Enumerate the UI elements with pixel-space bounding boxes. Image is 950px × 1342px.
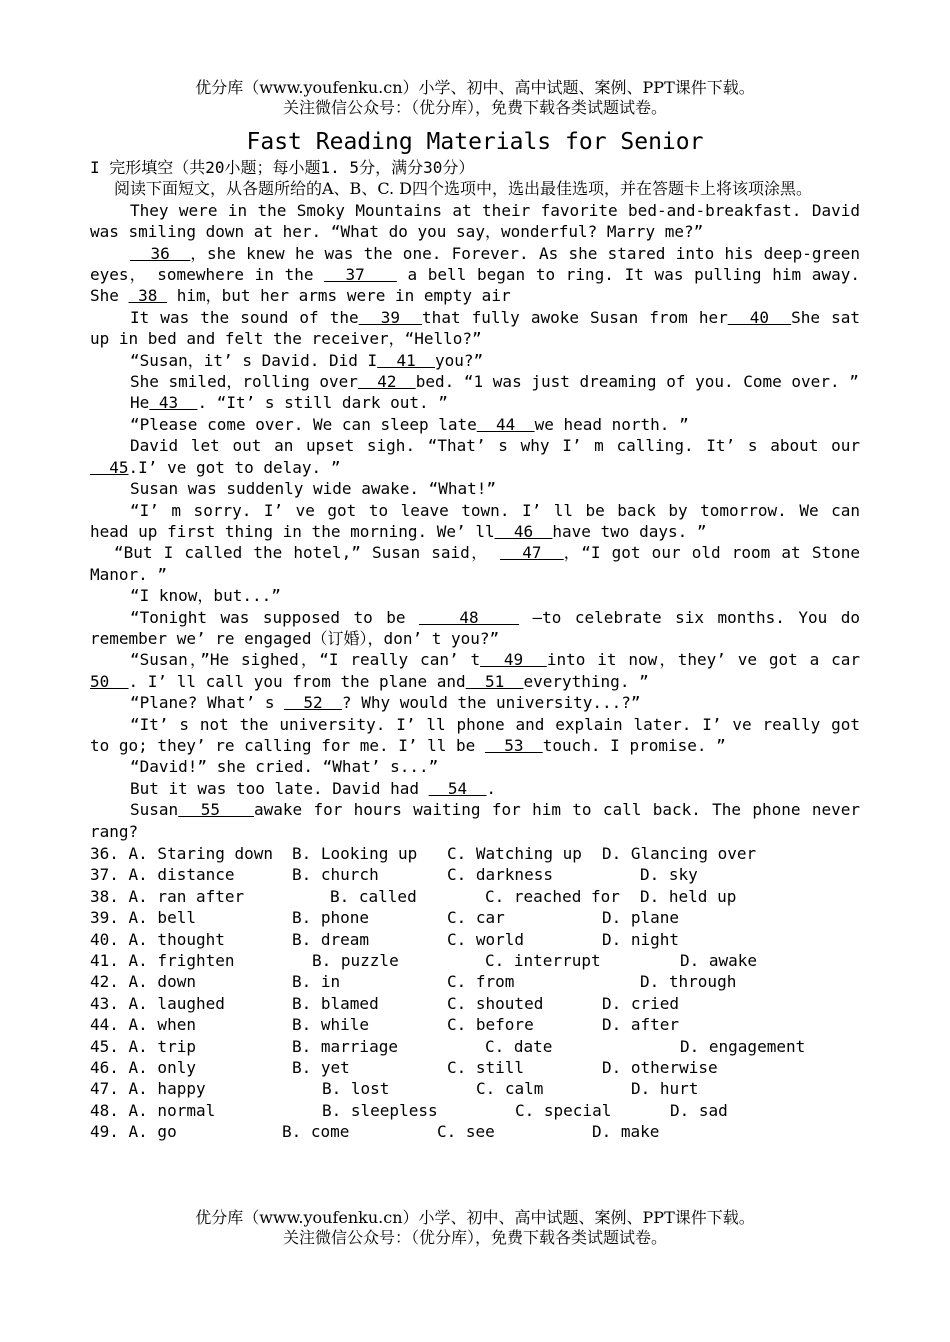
blank-46: 46: [494, 521, 553, 541]
passage-text: It was the sound of the: [130, 307, 359, 327]
passage-text: They were in the Smoky Mountains at their favorite bed-and-breakfast. David was smiling down at her. “What do you say，wonderful? Marry me?”: [90, 200, 860, 242]
option-b: B. dream: [292, 929, 370, 949]
option-c: C. before: [447, 1015, 534, 1035]
option-row-37: [90, 864, 860, 885]
option-a: 41. A. frighten: [90, 950, 235, 970]
option-row-47: [90, 1078, 860, 1099]
option-row-42: [90, 971, 860, 992]
passage-text: we head north. ”: [534, 414, 689, 434]
blank-44: 44: [476, 414, 535, 434]
passage-text: “Tonight was supposed to be: [130, 607, 419, 627]
header-line-1: 优分库（www.youfenku.cn）小学、初中、高中试题、案例、PPT课件下载。: [195, 78, 755, 97]
option-c: C. date: [485, 1036, 553, 1056]
passage-text: . I’ ll call you from the plane and: [128, 671, 466, 691]
blank-41: 41: [377, 350, 435, 370]
passage-text: “Susan，it’ s David. Did I: [130, 350, 378, 370]
page-header: [0, 78, 950, 118]
blank-47: 47: [499, 543, 564, 563]
passage-paragraph: [90, 585, 860, 606]
option-c: C. see: [437, 1122, 495, 1142]
option-row-40: [90, 929, 860, 950]
passage-paragraph: [90, 714, 860, 757]
passage-text: “But I called the hotel,” Susan said，: [114, 543, 500, 563]
option-c: C. shouted: [447, 993, 544, 1013]
passage-paragraph: [90, 799, 860, 842]
passage-text: .: [486, 778, 497, 798]
passage-paragraph: [90, 371, 860, 392]
blank-52: 52: [284, 693, 342, 713]
passage-text: have two days. ”: [552, 521, 707, 541]
passage-paragraph: [90, 307, 860, 350]
option-d: D. make: [592, 1122, 660, 1142]
option-row-43: [90, 993, 860, 1014]
option-d: D. engagement: [680, 1036, 806, 1056]
passage-text: that fully awoke Susan from her: [422, 307, 728, 327]
blank-40: 40: [727, 307, 792, 327]
passage-paragraph: [90, 414, 860, 435]
option-a: 39. A. bell: [90, 908, 196, 928]
passage-paragraph: [90, 243, 860, 307]
blank-49: 49: [480, 650, 547, 670]
passage-text: “Plane? What’ s: [130, 693, 285, 713]
passage-text: touch. I promise. ”: [542, 735, 726, 755]
passage-text: bed. “1 was just dreaming of you. Come over. ”: [415, 372, 859, 392]
option-a: 44. A. when: [90, 1015, 196, 1035]
passage-paragraph: [90, 607, 860, 650]
passage-paragraph: [90, 478, 860, 499]
option-d: D. held up: [640, 886, 737, 906]
passage-text: ，she knew he was the one. Forever. As she stared into his deep-green eyes， somewhere in the: [90, 243, 860, 285]
passage-text: a bell began to ring. It was pulling him away. She: [90, 265, 860, 306]
passage-text: him，but her arms were in empty air: [167, 286, 511, 306]
option-c: C. car: [447, 908, 505, 928]
passage-text: into it now，they’ ve got a car: [546, 650, 860, 670]
option-a: 47. A. happy: [90, 1079, 206, 1099]
option-c: C. calm: [476, 1079, 544, 1099]
option-c: C. interrupt: [485, 950, 601, 970]
option-b: B. come: [282, 1122, 350, 1142]
passage-text: ? Why would the university...?”: [341, 693, 641, 713]
passage-text: “I’ m sorry. I’ ve got to leave town. I’ ll be back by tomorrow. We can head up first thing in the morning. We’ ll: [90, 500, 860, 541]
option-a: 42. A. down: [90, 972, 196, 992]
passage-text: .I’ ve got to delay. ”: [128, 457, 341, 477]
passage-paragraph: [90, 392, 860, 413]
blank-45: 45: [90, 457, 129, 477]
passage-text: . “It’ s still dark out. ”: [197, 393, 448, 413]
passage-paragraph: [90, 778, 860, 799]
passage-text: He: [130, 393, 150, 413]
option-d: D. plane: [602, 908, 680, 928]
passage-paragraph: [90, 692, 860, 713]
option-d: D. hurt: [631, 1079, 699, 1099]
blank-54: 54: [428, 778, 487, 798]
passage-text: Susan: [130, 800, 179, 820]
passage-text: “It’ s not the university. I’ ll phone and explain later. I’ ve really got to go; they’ re calling for me. I’ ll be: [90, 714, 860, 755]
passage-text: “David!” she cried. “What’ s...”: [130, 757, 439, 777]
option-d: D. sky: [640, 865, 698, 885]
blank-39: 39: [358, 307, 423, 327]
option-row-38: [90, 886, 860, 907]
passage-text: David let out an upset sigh. “That’ s why I’ m calling. It’ s about our: [130, 436, 860, 456]
options-list: [90, 843, 860, 1142]
blank-42: 42: [357, 372, 416, 392]
option-row-44: [90, 1014, 860, 1035]
passage-paragraph: [90, 200, 860, 243]
option-row-45: [90, 1036, 860, 1057]
header-line-2: 关注微信公众号：（优分库），免费下载各类试题试卷。: [282, 98, 667, 117]
passage-text: But it was too late. David had: [130, 778, 429, 798]
option-b: B. Looking up: [292, 844, 418, 863]
option-row-46: [90, 1057, 860, 1078]
option-d: D. cried: [602, 993, 680, 1013]
passage-paragraph: [90, 435, 860, 478]
document-body: [90, 157, 860, 1142]
passage-text: you?”: [435, 350, 484, 370]
option-row-36: [90, 843, 860, 864]
blank-43: 43: [149, 393, 198, 413]
option-b: B. puzzle: [312, 950, 399, 970]
option-d: D. sad: [670, 1100, 728, 1120]
section-heading: I 完形填空（共20小题；每小题1. 5分，满分30分）: [90, 158, 475, 177]
option-c: C. from: [447, 972, 515, 992]
blank-50: 50: [90, 671, 129, 691]
option-b: B. marriage: [292, 1036, 398, 1056]
passage-paragraph: [90, 350, 860, 371]
option-b: B. yet: [292, 1057, 350, 1077]
option-b: B. church: [292, 865, 379, 885]
passage-text: awake for hours waiting for him to call back. The phone never rang?: [90, 800, 860, 841]
blank-36: 36: [130, 243, 191, 263]
option-row-49: [90, 1121, 860, 1142]
option-b: B. in: [292, 972, 341, 992]
option-d: D. awake: [680, 950, 758, 970]
option-c: C. Watching up: [447, 844, 582, 863]
option-c: C. reached for: [485, 886, 620, 906]
option-d: D. otherwise: [602, 1057, 718, 1077]
blank-37: 37: [324, 265, 397, 285]
passage-text: everything. ”: [523, 671, 649, 691]
blank-48: 48: [418, 607, 520, 627]
option-a: 48. A. normal: [90, 1100, 216, 1120]
option-b: B. lost: [322, 1079, 390, 1099]
passage-paragraph: [90, 542, 860, 585]
option-c: C. world: [447, 929, 525, 949]
passage-text: “Please come over. We can sleep late: [130, 414, 477, 434]
option-b: B. called: [330, 886, 417, 906]
page-footer: [0, 1208, 950, 1248]
option-b: B. blamed: [292, 993, 379, 1013]
option-d: D. after: [602, 1015, 680, 1035]
footer-line-2: 关注微信公众号：（优分库），免费下载各类试题试卷。: [282, 1228, 667, 1247]
option-a: 45. A. trip: [90, 1036, 196, 1056]
option-a: 36. A. Staring down: [90, 844, 274, 863]
option-a: 46. A. only: [90, 1057, 196, 1077]
option-a: 37. A. distance: [90, 865, 235, 885]
option-row-48: [90, 1100, 860, 1121]
option-row-41: [90, 950, 860, 971]
option-row-39: [90, 907, 860, 928]
passage-text: “Susan，”He sighed，“I really can’ t: [130, 650, 481, 670]
passage-paragraph: [90, 756, 860, 777]
passage-paragraph: [90, 649, 860, 692]
option-c: C. darkness: [447, 865, 553, 885]
passage-text: —to celebrate six months. You do remember we’ re engaged（订婚），don’ t you?”: [90, 607, 861, 648]
passage-text: ，“I got our old room at Stone Manor. ”: [90, 543, 860, 584]
option-c: C. still: [447, 1057, 525, 1077]
option-d: D. through: [640, 972, 737, 992]
blank-53: 53: [484, 735, 543, 755]
blank-38: 38: [128, 286, 168, 306]
option-b: B. sleepless: [322, 1100, 438, 1120]
instruction: 阅读下面短文，从各题所给的A、B、C. D四个选项中，选出最佳选项，并在答题卡上将该项涂黑。: [114, 179, 812, 199]
blank-55: 55: [178, 800, 254, 820]
option-b: B. phone: [292, 908, 370, 928]
option-a: 38. A. ran after: [90, 886, 245, 906]
passage-paragraph: [90, 500, 860, 543]
option-b: B. while: [292, 1015, 370, 1035]
option-c: C. special: [515, 1100, 612, 1120]
option-a: 49. A. go: [90, 1122, 177, 1142]
option-a: 43. A. laughed: [90, 993, 225, 1013]
footer-line-1: 优分库（www.youfenku.cn）小学、初中、高中试题、案例、PPT课件下载。: [195, 1208, 755, 1227]
option-a: 40. A. thought: [90, 929, 225, 949]
option-d: D. Glancing over: [602, 844, 757, 863]
passage-text: She smiled，rolling over: [130, 372, 358, 392]
option-d: D. night: [602, 929, 680, 949]
passage-text: Susan was suddenly wide awake. “What!”: [130, 479, 497, 499]
page-title: Fast Reading Materials for Senior: [246, 129, 704, 155]
blank-51: 51: [465, 671, 524, 691]
passage-text: She sat up in bed and felt the receiver，“Hello?”: [90, 307, 860, 349]
passage-text: “I know，but...”: [130, 586, 281, 606]
